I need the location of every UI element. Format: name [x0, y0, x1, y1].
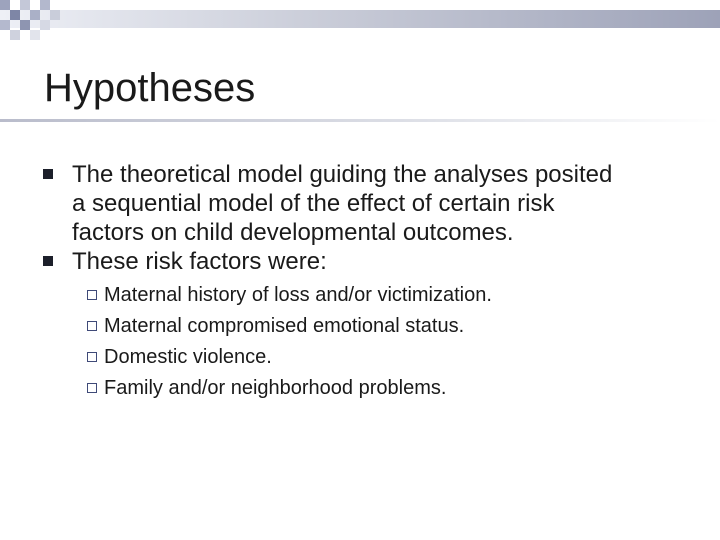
- hollow-square-bullet-icon: [87, 321, 97, 331]
- sub-bullet-item: [104, 311, 664, 342]
- sub-bullet-text: Domestic violence.: [104, 346, 272, 368]
- sub-bullet-text: Maternal history of loss and/or victimization.: [104, 284, 492, 306]
- checker-pattern-decoration: [0, 0, 60, 44]
- sub-bullet-text: Family and/or neighborhood problems.: [104, 377, 447, 399]
- hollow-square-bullet-icon: [87, 383, 97, 393]
- title-underline-rule: [0, 119, 720, 122]
- slide-title: Hypotheses: [44, 66, 256, 110]
- bullet-text: These risk factors were:: [72, 248, 327, 275]
- sub-bullet-item: [104, 373, 664, 404]
- hollow-square-bullet-icon: [87, 352, 97, 362]
- bullet-text: The theoretical model guiding the analyses posited a sequential model of the effect of certain risk factors on child developmental outcomes.: [72, 161, 613, 246]
- header-decoration-band: [0, 10, 720, 28]
- sub-bullet-item: [104, 342, 664, 373]
- bullet-item: [72, 160, 632, 247]
- sub-bullet-text: Maternal compromised emotional status.: [104, 315, 465, 337]
- bullet-item: [72, 247, 632, 276]
- slide-body: [0, 160, 720, 404]
- hollow-square-bullet-icon: [87, 290, 97, 300]
- sub-bullet-list: [0, 280, 720, 404]
- square-bullet-icon: [43, 169, 53, 179]
- square-bullet-icon: [43, 256, 53, 266]
- sub-bullet-item: [104, 280, 664, 311]
